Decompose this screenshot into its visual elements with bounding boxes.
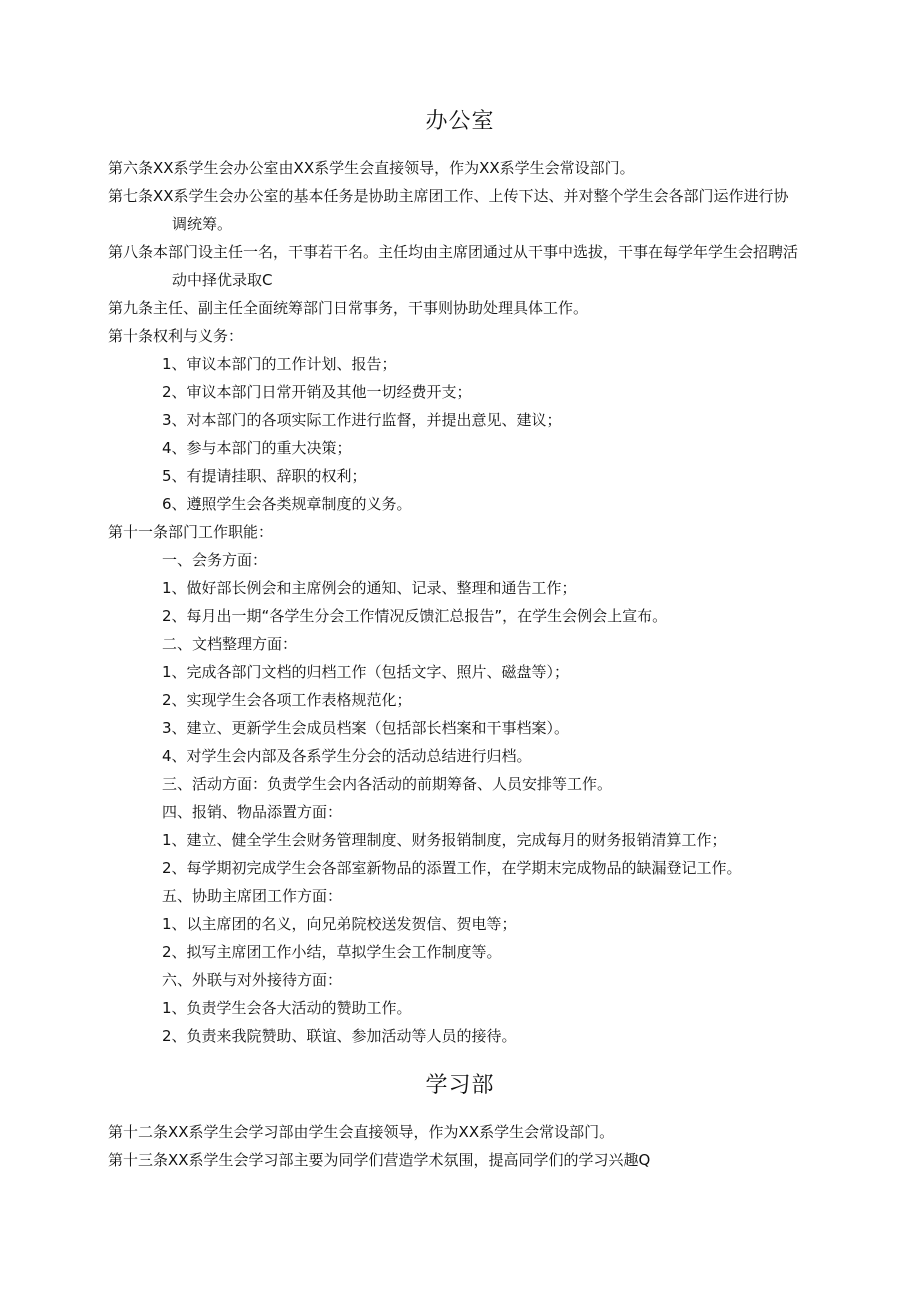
list-item: 4、参与本部门的重大决策； — [162, 439, 352, 457]
article-8-cont: 动中择优录取C — [172, 271, 273, 289]
list-item: 1、建立、健全学生会财务管理制度、财务报销制度，完成每月的财务报销清算工作； — [162, 831, 727, 849]
list-item: 6、遵照学生会各类规章制度的义务。 — [162, 495, 412, 513]
article-8: 第八条本部门设主任一名，干事若干名。主任均由主席团通过从干事中选拔，干事在每学年学生会招聘活 — [108, 243, 799, 261]
list-item: 3、建立、更新学生会成员档案（包括部长档案和干事档案）。 — [162, 719, 570, 737]
list-item: 1、负责学生会各大活动的赞助工作。 — [162, 999, 412, 1017]
list-item: 2、每学期初完成学生会各部室新物品的添置工作，在学期末完成物品的缺漏登记工作。 — [162, 859, 742, 877]
article-11: 第十一条部门工作职能： — [108, 523, 274, 541]
subheading: 四、报销、物品添置方面： — [162, 803, 343, 821]
subheading: 一、会务方面： — [162, 551, 268, 569]
subheading: 三、活动方面：负责学生会内各活动的前期筹备、人员安排等工作。 — [162, 775, 613, 793]
list-item: 4、对学生会内部及各系学生分会的活动总结进行归档。 — [162, 747, 532, 765]
list-item: 2、实现学生会各项工作表格规范化； — [162, 691, 412, 709]
list-item: 3、对本部门的各项实际工作进行监督，并提出意见、建议； — [162, 411, 562, 429]
subheading: 六、外联与对外接待方面： — [162, 971, 343, 989]
list-item: 1、以主席团的名义，向兄弟院校送发贺信、贺电等； — [162, 915, 517, 933]
article-10: 第十条权利与义务： — [108, 327, 244, 345]
list-item: 2、拟写主席团工作小结，草拟学生会工作制度等。 — [162, 943, 502, 961]
section-title-office: 办公室 — [425, 109, 495, 134]
list-item: 2、负责来我院赞助、联谊、参加活动等人员的接待。 — [162, 1027, 517, 1045]
list-item: 2、每月出一期“各学生分会工作情况反馈汇总报告”，在学生会例会上宣布。 — [162, 607, 668, 625]
article-6: 第六条XX系学生会办公室由XX系学生会直接领导，作为XX系学生会常设部门。 — [108, 159, 635, 177]
list-item: 1、完成各部门文档的归档工作（包括文字、照片、磁盘等）； — [162, 663, 570, 681]
list-item: 1、做好部长例会和主席例会的通知、记录、整理和通告工作； — [162, 579, 577, 597]
list-item: 2、审议本部门日常开销及其他一切经费开支； — [162, 383, 472, 401]
article-12: 第十二条XX系学生会学习部由学生会直接领导，作为XX系学生会常设部门。 — [108, 1123, 615, 1141]
article-7-cont: 调统筹。 — [172, 215, 233, 233]
subheading: 五、协助主席团工作方面： — [162, 887, 343, 905]
subheading: 二、文档整理方面： — [162, 635, 298, 653]
article-7: 第七条XX系学生会办公室的基本任务是协助主席团工作、上传下达、并对整个学生会各部门运作进行协 — [108, 187, 789, 205]
list-item: 5、有提请挂职、辞职的权利； — [162, 467, 367, 485]
article-13: 第十三条XX系学生会学习部主要为同学们营造学术氛围，提高同学们的学习兴趣Q — [108, 1151, 651, 1169]
section-title-study: 学习部 — [425, 1073, 495, 1098]
list-item: 1、审议本部门的工作计划、报告； — [162, 355, 397, 373]
article-9: 第九条主任、副主任全面统筹部门日常事务，干事则协助处理具体工作。 — [108, 299, 589, 317]
